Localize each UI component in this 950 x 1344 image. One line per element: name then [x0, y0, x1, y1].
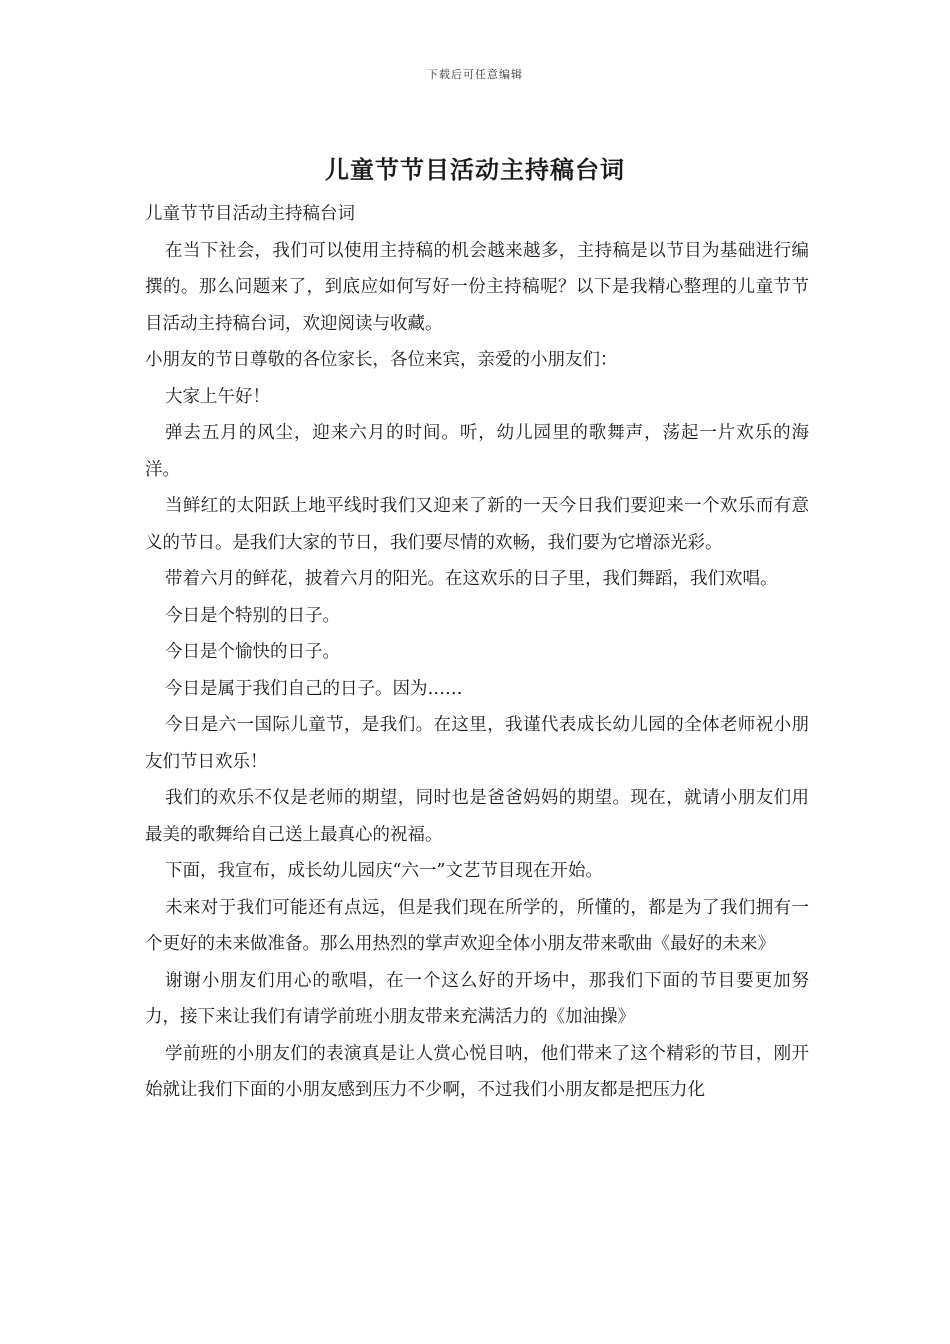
paragraph-13: 下面，我宣布，成长幼儿园庆“六一”文艺节目现在开始。: [165, 861, 603, 881]
paragraph-9: 今日是个愉快的日子。: [165, 642, 340, 662]
paragraph-11: 今日是六一国际儿童节，是我们。在这里，我谨代表成长幼儿园的全体老师祝小朋友们节日欢乐！: [145, 715, 809, 772]
paragraph-8: 今日是个特别的日子。: [165, 605, 340, 626]
paragraph-2: 在当下社会，我们可以使用主持稿的机会越来越多，主持稿是以节目为基础进行编撰的。那么问题来了，到底应如何写好一份主持稿呢？以下是我精心整理的儿童节节目活动主持稿台词，欢迎阅读与收藏。: [145, 240, 809, 334]
paragraph-14: 未来对于我们可能还有点远，但是我们现在所学的，所懂的，都是为了我们拥有一个更好的未来做准备。那么用热烈的掌声欢迎全体小朋友带来歌曲《最好的未来》: [145, 897, 809, 954]
paragraph-6: 当鲜红的太阳跃上地平线时我们又迎来了新的一天今日我们要迎来一个欢乐而有意义的节日。是我们大家的节日，我们要尽情的欢畅，我们要为它增添光彩。: [145, 496, 809, 553]
page-header: 下载后可任意编辑: [427, 68, 523, 81]
paragraph-7: 带着六月的鲜花，披着六月的阳光。在这欢乐的日子里，我们舞蹈，我们欢唱。: [165, 569, 778, 589]
paragraph-10: 今日是属于我们自己的日子。因为……: [165, 678, 463, 699]
paragraph-12: 我们的欢乐不仅是老师的期望，同时也是爸爸妈妈的期望。现在，就请小朋友们用最美的歌舞给自己送上最真心的祝福。: [145, 788, 809, 845]
paragraph-3: 小朋友的节日尊敬的各位家长，各位来宾，亲爱的小朋友们：: [145, 350, 618, 370]
paragraph-5: 弹去五月的风尘，迎来六月的时间。听，幼儿园里的歌舞声，荡起一片欢乐的海洋。: [145, 423, 809, 480]
document-body: [145, 196, 809, 1109]
paragraph-16: 学前班的小朋友们的表演真是让人赏心悦目呐，他们带来了这个精彩的节目，刚开始就让我们下面的小朋友感到压力不少啊，不过我们小朋友都是把压力化: [145, 1043, 809, 1100]
paragraph-15: 谢谢小朋友们用心的歌唱，在一个这么好的开场中，那我们下面的节目要更加努力，接下来让我们有请学前班小朋友带来充满活力的《加油操》: [145, 970, 809, 1027]
document-title: 儿童节节目活动主持稿台词: [325, 155, 625, 184]
paragraph-1: 儿童节节目活动主持稿台词: [145, 204, 355, 224]
paragraph-4: 大家上午好！: [165, 386, 270, 407]
